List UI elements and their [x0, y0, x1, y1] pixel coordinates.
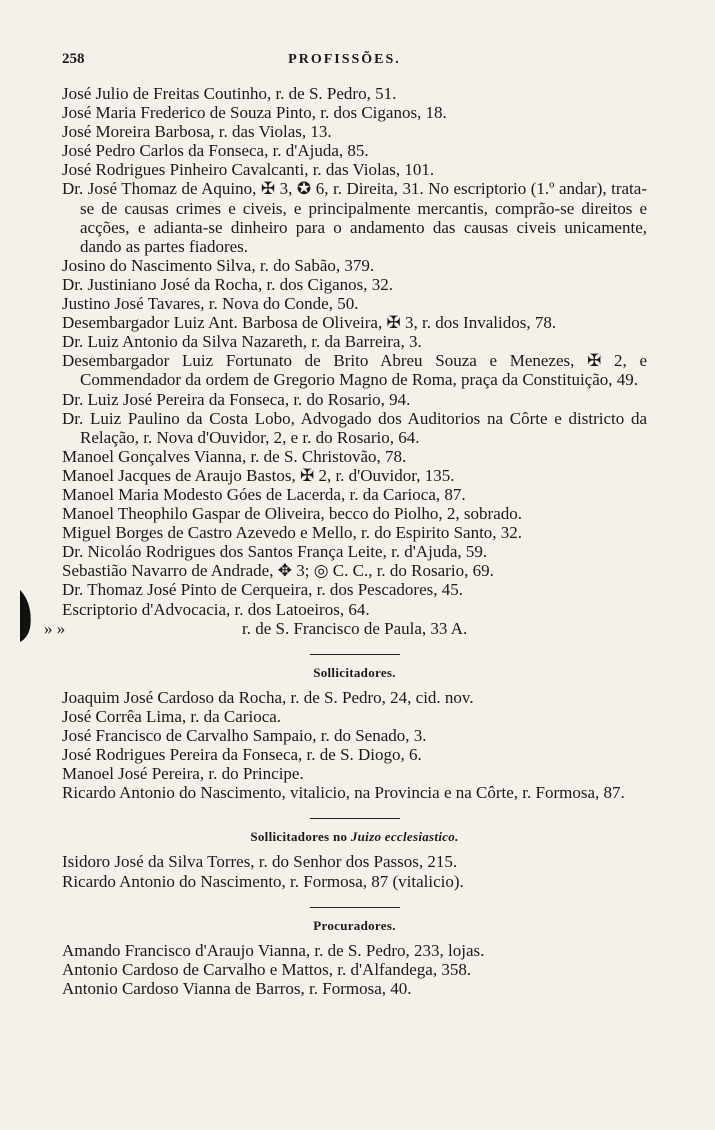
list-item: José Pedro Carlos da Fonseca, r. d'Ajuda, 85. — [62, 141, 369, 161]
list-item: Isidoro José da Silva Torres, r. do Senhor dos Passos, 215. — [62, 852, 458, 872]
list-item: Manoel Theophilo Gaspar de Oliveira, becco do Piolho, 2, sobrado. — [62, 504, 522, 524]
section-heading-sollicitadores: Sollicitadores. — [313, 664, 396, 680]
list-item: Dr. Luiz Antonio da Silva Nazareth, r. da Barreira, 3. — [62, 332, 422, 352]
ditto-address: r. de S. Francisco de Paula, 33 A. — [242, 618, 468, 638]
list-item: Miguel Borges de Castro Azevedo e Mello, r. do Espirito Santo, 32. — [62, 523, 523, 543]
section-heading-sollicitadores-ecclesiastico — [62, 827, 647, 846]
list-item: Ricardo Antonio do Nascimento, r. Formosa, 87 (vitalicio). — [62, 871, 464, 891]
list-item: José Corrêa Lima, r. da Carioca. — [62, 706, 282, 726]
list-item: Sebastião Navarro de Andrade, ✥ 3; ◎ C. C., r. do Rosario, 69. — [62, 561, 494, 581]
heading-suffix: Juizo ecclesiastico. — [350, 829, 459, 845]
section-divider — [310, 818, 400, 819]
list-item: Amando Francisco d'Araujo Vianna, r. de S. Pedro, 233, lojas. — [62, 940, 485, 960]
procuradores-list — [62, 941, 647, 998]
sollicitadores-ecclesiastico-list — [62, 852, 647, 890]
list-item: Escriptorio d'Advocacia, r. dos Latoeiros, 64. — [62, 599, 370, 619]
section-divider — [310, 907, 400, 908]
list-item: José Rodrigues Pereira da Fonseca, r. de S. Diogo, 6. — [62, 745, 422, 765]
list-item: Dr. Justiniano José da Rocha, r. dos Ciganos, 32. — [62, 274, 394, 294]
list-item: Dr. Nicoláo Rodrigues dos Santos França Leite, r. d'Ajuda, 59. — [62, 542, 488, 562]
document-page — [44, 50, 647, 998]
list-item: Dr. Luiz Paulino da Costa Lobo, Advogado dos Auditorios na Côrte e districto da Relação, r. Nova d'Ouvidor, 2, e r. do Rosario, 64. — [62, 408, 647, 447]
section-heading-procuradores: Procuradores. — [313, 917, 396, 933]
list-item: Dr. Luiz José Pereira da Fonseca, r. do Rosario, 94. — [62, 389, 411, 409]
list-item: José Moreira Barbosa, r. das Violas, 13. — [62, 122, 332, 142]
section-divider — [310, 654, 400, 655]
list-item: Antonio Cardoso Vianna de Barros, r. Formosa, 40. — [62, 978, 412, 998]
sollicitadores-list — [62, 688, 647, 803]
page-header — [62, 50, 647, 84]
ditto-marks: » » — [44, 618, 66, 638]
list-item: Desembargador Luiz Ant. Barbosa de Oliveira, ✠ 3, r. dos Invalidos, 78. — [62, 313, 557, 333]
list-item: Desembargador Luiz Fortunato de Brito Abreu Souza e Menezes, ✠ 2, e Commendador da ordem de Gregorio Magno de Roma, praça da Constituição, 49. — [62, 351, 647, 390]
list-item: José Maria Frederico de Souza Pinto, r. dos Ciganos, 18. — [62, 103, 447, 123]
list-item: Justino José Tavares, r. Nova do Conde, 50. — [62, 294, 359, 314]
list-item: José Rodrigues Pinheiro Cavalcanti, r. das Violas, 101. — [62, 160, 435, 180]
list-item: José Julio de Freitas Coutinho, r. de S. Pedro, 51. — [62, 84, 397, 103]
list-item: Dr. Thomaz José Pinto de Cerqueira, r. dos Pescadores, 45. — [62, 580, 464, 600]
list-item: Antonio Cardoso de Carvalho e Mattos, r. d'Alfandega, 358. — [62, 959, 472, 979]
binding-mark — [18, 590, 32, 642]
page-number: 258 — [62, 51, 85, 67]
list-item: José Francisco de Carvalho Sampaio, r. do Senado, 3. — [62, 726, 427, 745]
list-item: Joaquim José Cardoso da Rocha, r. de S. Pedro, 24, cid. nov. — [62, 687, 474, 707]
advogados-list — [44, 84, 647, 638]
heading-prefix: Sollicitadores no — [250, 829, 351, 845]
list-item: Ricardo Antonio do Nascimento, vitalicio, na Provincia e na Côrte, r. Formosa, 87. — [62, 783, 625, 803]
list-item: Manoel José Pereira, r. do Principe. — [62, 764, 304, 784]
list-item: Josino do Nascimento Silva, r. do Sabão, 379. — [62, 255, 375, 275]
running-title: PROFISSÕES. — [288, 52, 401, 67]
ditto-list-item — [44, 618, 647, 638]
list-item: Manoel Maria Modesto Góes de Lacerda, r. da Carioca, 87. — [62, 484, 466, 504]
list-item: Manoel Gonçalves Vianna, r. de S. Christovão, 78. — [62, 446, 407, 466]
list-item: Manoel Jacques de Araujo Bastos, ✠ 2, r. d'Ouvidor, 135. — [62, 465, 455, 485]
list-item: Dr. José Thomaz de Aquino, ✠ 3, ✪ 6, r. Direita, 31. No escriptorio (1.º andar), trata-se de causas crimes e civeis, e principalmente mercantis, comprão-se direitos e acções, e adianta-se dinheiro para o andamento das causas civeis unicamente, dando as partes fiadores. — [62, 179, 647, 256]
